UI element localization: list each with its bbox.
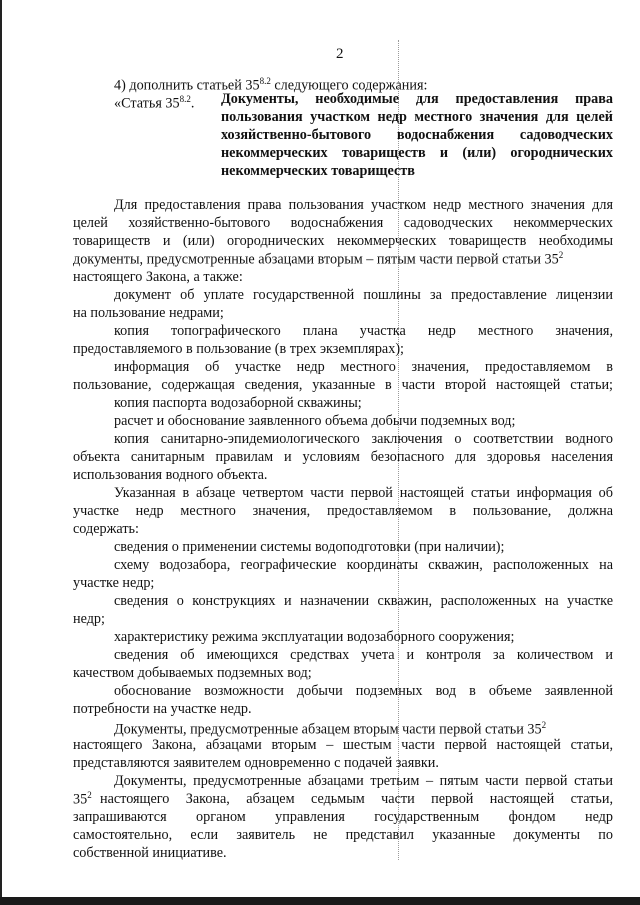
article-title-line: хозяйственно-бытового водоснабжения садоводческих — [221, 127, 613, 143]
body-line: настоящего Закона, абзацем седьмым части первой настоящей статьи, — [100, 791, 613, 807]
body-line: запрашиваются органом управления государственным фондом недр — [73, 809, 613, 825]
body-line: Документы, предусмотренные абзацами третьим – пятым части первой статьи — [114, 773, 613, 789]
body-line: информация об участке недр местного значения, предоставляемом в — [114, 359, 613, 375]
body-line: целей хозяйственно-бытового водоснабжения садоводческих некоммерческих — [73, 215, 613, 231]
body-line: настоящего Закона, абзацами вторым – шестым части первой настоящей статьи, — [73, 737, 613, 753]
body-line: копия топографического плана участка недр местного значения, — [114, 323, 613, 339]
body-line: объекта санитарным правилам и условиям безопасного для здоровья населения — [73, 449, 613, 465]
body-line: документ об уплате государственной пошлины за предоставление лицензии — [114, 287, 613, 303]
body-line: недр; — [73, 611, 105, 627]
body-line: Указанная в абзаце четвертом части первой настоящей статьи информация об — [114, 485, 613, 501]
body-line: Документы, предусмотренные абзацем вторым части первой статьи $35^2$ — [114, 720, 547, 738]
body-line: предоставляемого в пользование (в трех экземплярах); — [73, 341, 404, 357]
body-line: характеристику режима эксплуатации водозаборного сооружения; — [114, 629, 515, 645]
body-line: собственной инициативе. — [73, 845, 227, 861]
body-line: потребности на участке недр. — [73, 701, 252, 717]
body-line: документы, предусмотренные абзацами вторым – пятым части первой статьи $35^2$ — [73, 250, 564, 268]
body-line: содержать: — [73, 521, 139, 537]
body-line: копия паспорта водозаборной скважины; — [114, 395, 362, 411]
body-line: копия санитарно-эпидемиологического заключения о соответствии водного — [114, 431, 613, 447]
body-line: сведения об имеющихся средствах учета и контроля за количеством и — [114, 647, 613, 663]
body-line: пользование, содержащая сведения, указанные в части второй настоящей статьи; — [73, 377, 613, 393]
article-label: «Статья $35^{8.2}$. — [114, 94, 195, 112]
amendment-intro: 4) дополнить статьей $35^{8.2}$ следующего содержания: — [114, 76, 428, 94]
body-line: самостоятельно, если заявитель не представил указанные документы по — [73, 827, 613, 843]
article-title-line: некоммерческих товариществ и (или) огороднических — [221, 145, 613, 161]
body-line: обоснование возможности добычи подземных вод в объеме заявленной — [114, 683, 613, 699]
body-line: настоящего Закона, а также: — [73, 269, 243, 285]
body-line: участке недр; — [73, 575, 155, 591]
body-line: сведения о применении системы водоподготовки (при наличии); — [114, 539, 505, 555]
body-line: качеством добываемых подземных вод; — [73, 665, 312, 681]
page-number: 2 — [336, 46, 344, 62]
scan-edge-left — [0, 0, 2, 905]
body-line: участке недр местного значения, предоставляемом в пользование, должна — [73, 503, 613, 519]
body-line: товариществ и (или) огороднических некоммерческих товариществ необходимы — [73, 233, 613, 249]
body-line: $35^2$ — [73, 790, 92, 808]
article-title-line: пользования участком недр местного значения для целей — [221, 109, 613, 125]
article-title-line: некоммерческих товариществ — [221, 163, 415, 179]
body-line: на пользование недрами; — [73, 305, 224, 321]
body-line: использования водного объекта. — [73, 467, 268, 483]
body-line: Для предоставления права пользования участком недр местного значения для — [114, 197, 613, 213]
body-line: схему водозабора, географические координаты скважин, расположенных на — [114, 557, 613, 573]
scan-edge-bottom — [0, 897, 640, 905]
article-title-line: Документы, необходимые для предоставления права — [221, 91, 613, 107]
body-line: сведения о конструкциях и назначении скважин, расположенных на участке — [114, 593, 613, 609]
body-line: расчет и обоснование заявленного объема добычи подземных вод; — [114, 413, 516, 429]
body-line: представляются заявителем одновременно с подачей заявки. — [73, 755, 439, 771]
